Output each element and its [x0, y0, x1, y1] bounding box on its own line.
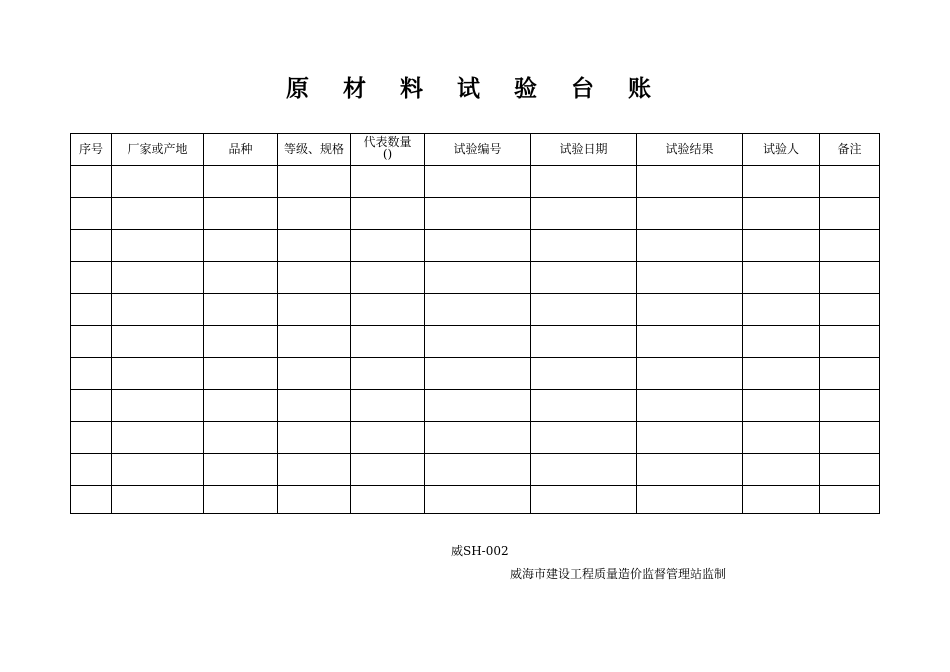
cell-seq[interactable]	[71, 294, 112, 326]
cell-seq[interactable]	[71, 486, 112, 514]
cell-test_no[interactable]	[425, 198, 531, 230]
cell-tester[interactable]	[743, 230, 820, 262]
cell-test_result[interactable]	[637, 390, 743, 422]
cell-test_result[interactable]	[637, 262, 743, 294]
cell-test_date[interactable]	[531, 198, 637, 230]
cell-remark[interactable]	[820, 454, 880, 486]
cell-variety[interactable]	[204, 390, 278, 422]
ledger-body	[71, 166, 880, 514]
cell-seq[interactable]	[71, 166, 112, 198]
cell-rep_qty[interactable]	[351, 390, 425, 422]
cell-test_no[interactable]	[425, 230, 531, 262]
cell-tester[interactable]	[743, 166, 820, 198]
header-rep-qty-unit: ()	[382, 146, 393, 161]
header-rep-qty-label: 代表数量	[363, 134, 412, 149]
header-test-result: 试验结果	[637, 134, 743, 166]
cell-variety[interactable]	[204, 262, 278, 294]
cell-test_no[interactable]	[425, 326, 531, 358]
cell-remark[interactable]	[820, 262, 880, 294]
cell-rep_qty[interactable]	[351, 230, 425, 262]
cell-remark[interactable]	[820, 326, 880, 358]
table-row	[71, 390, 880, 422]
cell-rep_qty[interactable]	[351, 166, 425, 198]
cell-test_result[interactable]	[637, 294, 743, 326]
header-row	[71, 134, 880, 166]
cell-maker[interactable]	[112, 454, 204, 486]
ledger-table	[70, 133, 880, 514]
cell-test_date[interactable]	[531, 422, 637, 454]
cell-rep_qty[interactable]	[351, 358, 425, 390]
cell-remark[interactable]	[820, 198, 880, 230]
cell-maker[interactable]	[112, 294, 204, 326]
cell-grade_spec[interactable]	[278, 230, 351, 262]
cell-maker[interactable]	[112, 486, 204, 514]
cell-variety[interactable]	[204, 198, 278, 230]
cell-variety[interactable]	[204, 326, 278, 358]
cell-test_result[interactable]	[637, 358, 743, 390]
cell-seq[interactable]	[71, 198, 112, 230]
cell-tester[interactable]	[743, 390, 820, 422]
header-variety: 品种	[204, 134, 278, 166]
cell-grade_spec[interactable]	[278, 262, 351, 294]
cell-test_result[interactable]	[637, 326, 743, 358]
cell-test_no[interactable]	[425, 454, 531, 486]
table-row	[71, 230, 880, 262]
table-row	[71, 422, 880, 454]
cell-tester[interactable]	[743, 326, 820, 358]
cell-tester[interactable]	[743, 262, 820, 294]
cell-test_result[interactable]	[637, 198, 743, 230]
cell-grade_spec[interactable]	[278, 166, 351, 198]
cell-test_result[interactable]	[637, 486, 743, 514]
cell-maker[interactable]	[112, 390, 204, 422]
cell-tester[interactable]	[743, 198, 820, 230]
cell-test_date[interactable]	[531, 166, 637, 198]
cell-variety[interactable]	[204, 422, 278, 454]
cell-test_date[interactable]	[531, 230, 637, 262]
cell-seq[interactable]	[71, 422, 112, 454]
header-remark: 备注	[820, 134, 880, 166]
cell-variety[interactable]	[204, 486, 278, 514]
cell-test_date[interactable]	[531, 358, 637, 390]
cell-test_result[interactable]	[637, 454, 743, 486]
cell-remark[interactable]	[820, 166, 880, 198]
cell-test_date[interactable]	[531, 454, 637, 486]
cell-tester[interactable]	[743, 454, 820, 486]
cell-variety[interactable]	[204, 230, 278, 262]
cell-test_no[interactable]	[425, 358, 531, 390]
cell-grade_spec[interactable]	[278, 422, 351, 454]
header-maker: 厂家或产地	[112, 134, 204, 166]
cell-test_no[interactable]	[425, 422, 531, 454]
cell-remark[interactable]	[820, 358, 880, 390]
table-row	[71, 486, 880, 514]
cell-seq[interactable]	[71, 390, 112, 422]
cell-tester[interactable]	[743, 486, 820, 514]
cell-test_result[interactable]	[637, 422, 743, 454]
cell-maker[interactable]	[112, 166, 204, 198]
cell-maker[interactable]	[112, 326, 204, 358]
cell-remark[interactable]	[820, 230, 880, 262]
header-test-no: 试验编号	[425, 134, 531, 166]
cell-grade_spec[interactable]	[278, 326, 351, 358]
cell-tester[interactable]	[743, 422, 820, 454]
cell-seq[interactable]	[71, 326, 112, 358]
cell-maker[interactable]	[112, 230, 204, 262]
cell-test_result[interactable]	[637, 230, 743, 262]
cell-grade_spec[interactable]	[278, 390, 351, 422]
cell-test_no[interactable]	[425, 166, 531, 198]
cell-test_no[interactable]	[425, 262, 531, 294]
cell-seq[interactable]	[71, 230, 112, 262]
form-code: 威SH-002	[451, 544, 509, 558]
cell-rep_qty[interactable]	[351, 198, 425, 230]
cell-rep_qty[interactable]	[351, 262, 425, 294]
cell-test_date[interactable]	[531, 326, 637, 358]
table-row	[71, 198, 880, 230]
cell-seq[interactable]	[71, 358, 112, 390]
cell-remark[interactable]	[820, 486, 880, 514]
cell-variety[interactable]	[204, 454, 278, 486]
table-row	[71, 294, 880, 326]
header-grade-spec: 等级、规格	[278, 134, 351, 166]
cell-remark[interactable]	[820, 390, 880, 422]
cell-tester[interactable]	[743, 358, 820, 390]
cell-grade_spec[interactable]	[278, 358, 351, 390]
table-row	[71, 166, 880, 198]
table-row	[71, 326, 880, 358]
cell-grade_spec[interactable]	[278, 454, 351, 486]
document-title: 原 材 料 试 验 台 账	[285, 76, 665, 102]
cell-test_date[interactable]	[531, 390, 637, 422]
cell-maker[interactable]	[112, 358, 204, 390]
cell-test_no[interactable]	[425, 294, 531, 326]
cell-test_result[interactable]	[637, 166, 743, 198]
cell-rep_qty[interactable]	[351, 422, 425, 454]
cell-grade_spec[interactable]	[278, 294, 351, 326]
header-rep-qty	[351, 134, 425, 166]
table-row	[71, 454, 880, 486]
cell-test_date[interactable]	[531, 486, 637, 514]
header-test-date: 试验日期	[531, 134, 637, 166]
cell-variety[interactable]	[204, 358, 278, 390]
cell-seq[interactable]	[71, 454, 112, 486]
header-tester: 试验人	[743, 134, 820, 166]
header-seq: 序号	[71, 134, 112, 166]
cell-rep_qty[interactable]	[351, 454, 425, 486]
cell-rep_qty[interactable]	[351, 294, 425, 326]
cell-maker[interactable]	[112, 262, 204, 294]
table-row	[71, 358, 880, 390]
cell-grade_spec[interactable]	[278, 198, 351, 230]
cell-test_no[interactable]	[425, 390, 531, 422]
cell-rep_qty[interactable]	[351, 326, 425, 358]
cell-maker[interactable]	[112, 422, 204, 454]
cell-rep_qty[interactable]	[351, 486, 425, 514]
cell-variety[interactable]	[204, 294, 278, 326]
cell-grade_spec[interactable]	[278, 486, 351, 514]
issuer-note: 威海市建设工程质量造价监督管理站监制	[510, 567, 727, 581]
cell-test_date[interactable]	[531, 294, 637, 326]
cell-seq[interactable]	[71, 262, 112, 294]
cell-maker[interactable]	[112, 198, 204, 230]
cell-variety[interactable]	[204, 166, 278, 198]
cell-remark[interactable]	[820, 294, 880, 326]
cell-test_date[interactable]	[531, 262, 637, 294]
cell-test_no[interactable]	[425, 486, 531, 514]
cell-tester[interactable]	[743, 294, 820, 326]
table-row	[71, 262, 880, 294]
cell-remark[interactable]	[820, 422, 880, 454]
